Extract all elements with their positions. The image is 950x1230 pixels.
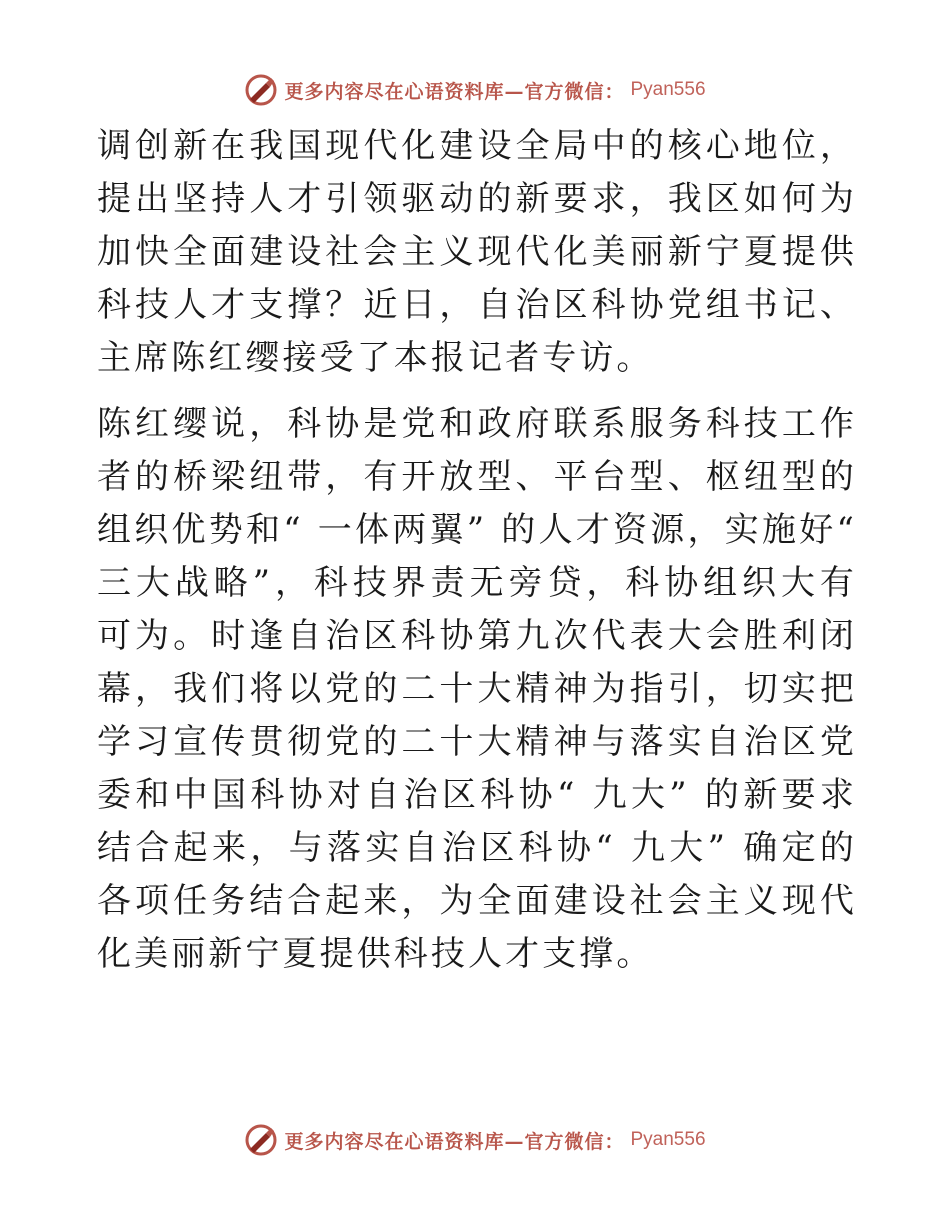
watermark-text: 更多内容尽在心语资料库—官方微信： — [284, 1130, 625, 1153]
footer-watermark — [0, 1120, 950, 1160]
pen-circle-icon — [244, 73, 278, 107]
paragraph-1: 调创新在我国现代化建设全局中的核心地位，提出坚持人才引领驱动的新要求，我区如何为加快全面建设社会主义现代化美丽新宁夏提供科技人才支撑？近日，自治区科协党组书记、主席陈红缨接受了本报记者专访。 — [97, 126, 857, 378]
paragraph-2: 陈红缨说，科协是党和政府联系服务科技工作者的桥梁纽带，有开放型、平台型、枢纽型的组织优势和“ 一体两翼” 的人才资源，实施好“ 三大战略”，科技界责无旁贷，科协组织大有可为。时逢自治区科协第九次代表大会胜利闭幕，我们将以党的二十大精神为指引，切实把学习宣传贯彻党的二十大精神与落实自治区党委和中国科协对自治区科协“ 九大” 的新要求结合起来，与落实自治区科协“ 九大” 确定的各项任务结合起来，为全面建设社会主义现代化美丽新宁夏提供科技人才支撑。 — [97, 404, 857, 974]
watermark-wechat-id: Pyan556 — [630, 1129, 706, 1150]
watermark-wechat-id: Pyan556 — [630, 79, 706, 100]
watermark-text: 更多内容尽在心语资料库—官方微信： — [284, 80, 625, 103]
pen-circle-icon — [244, 1123, 278, 1157]
header-watermark — [0, 70, 950, 110]
document-body — [97, 120, 857, 981]
